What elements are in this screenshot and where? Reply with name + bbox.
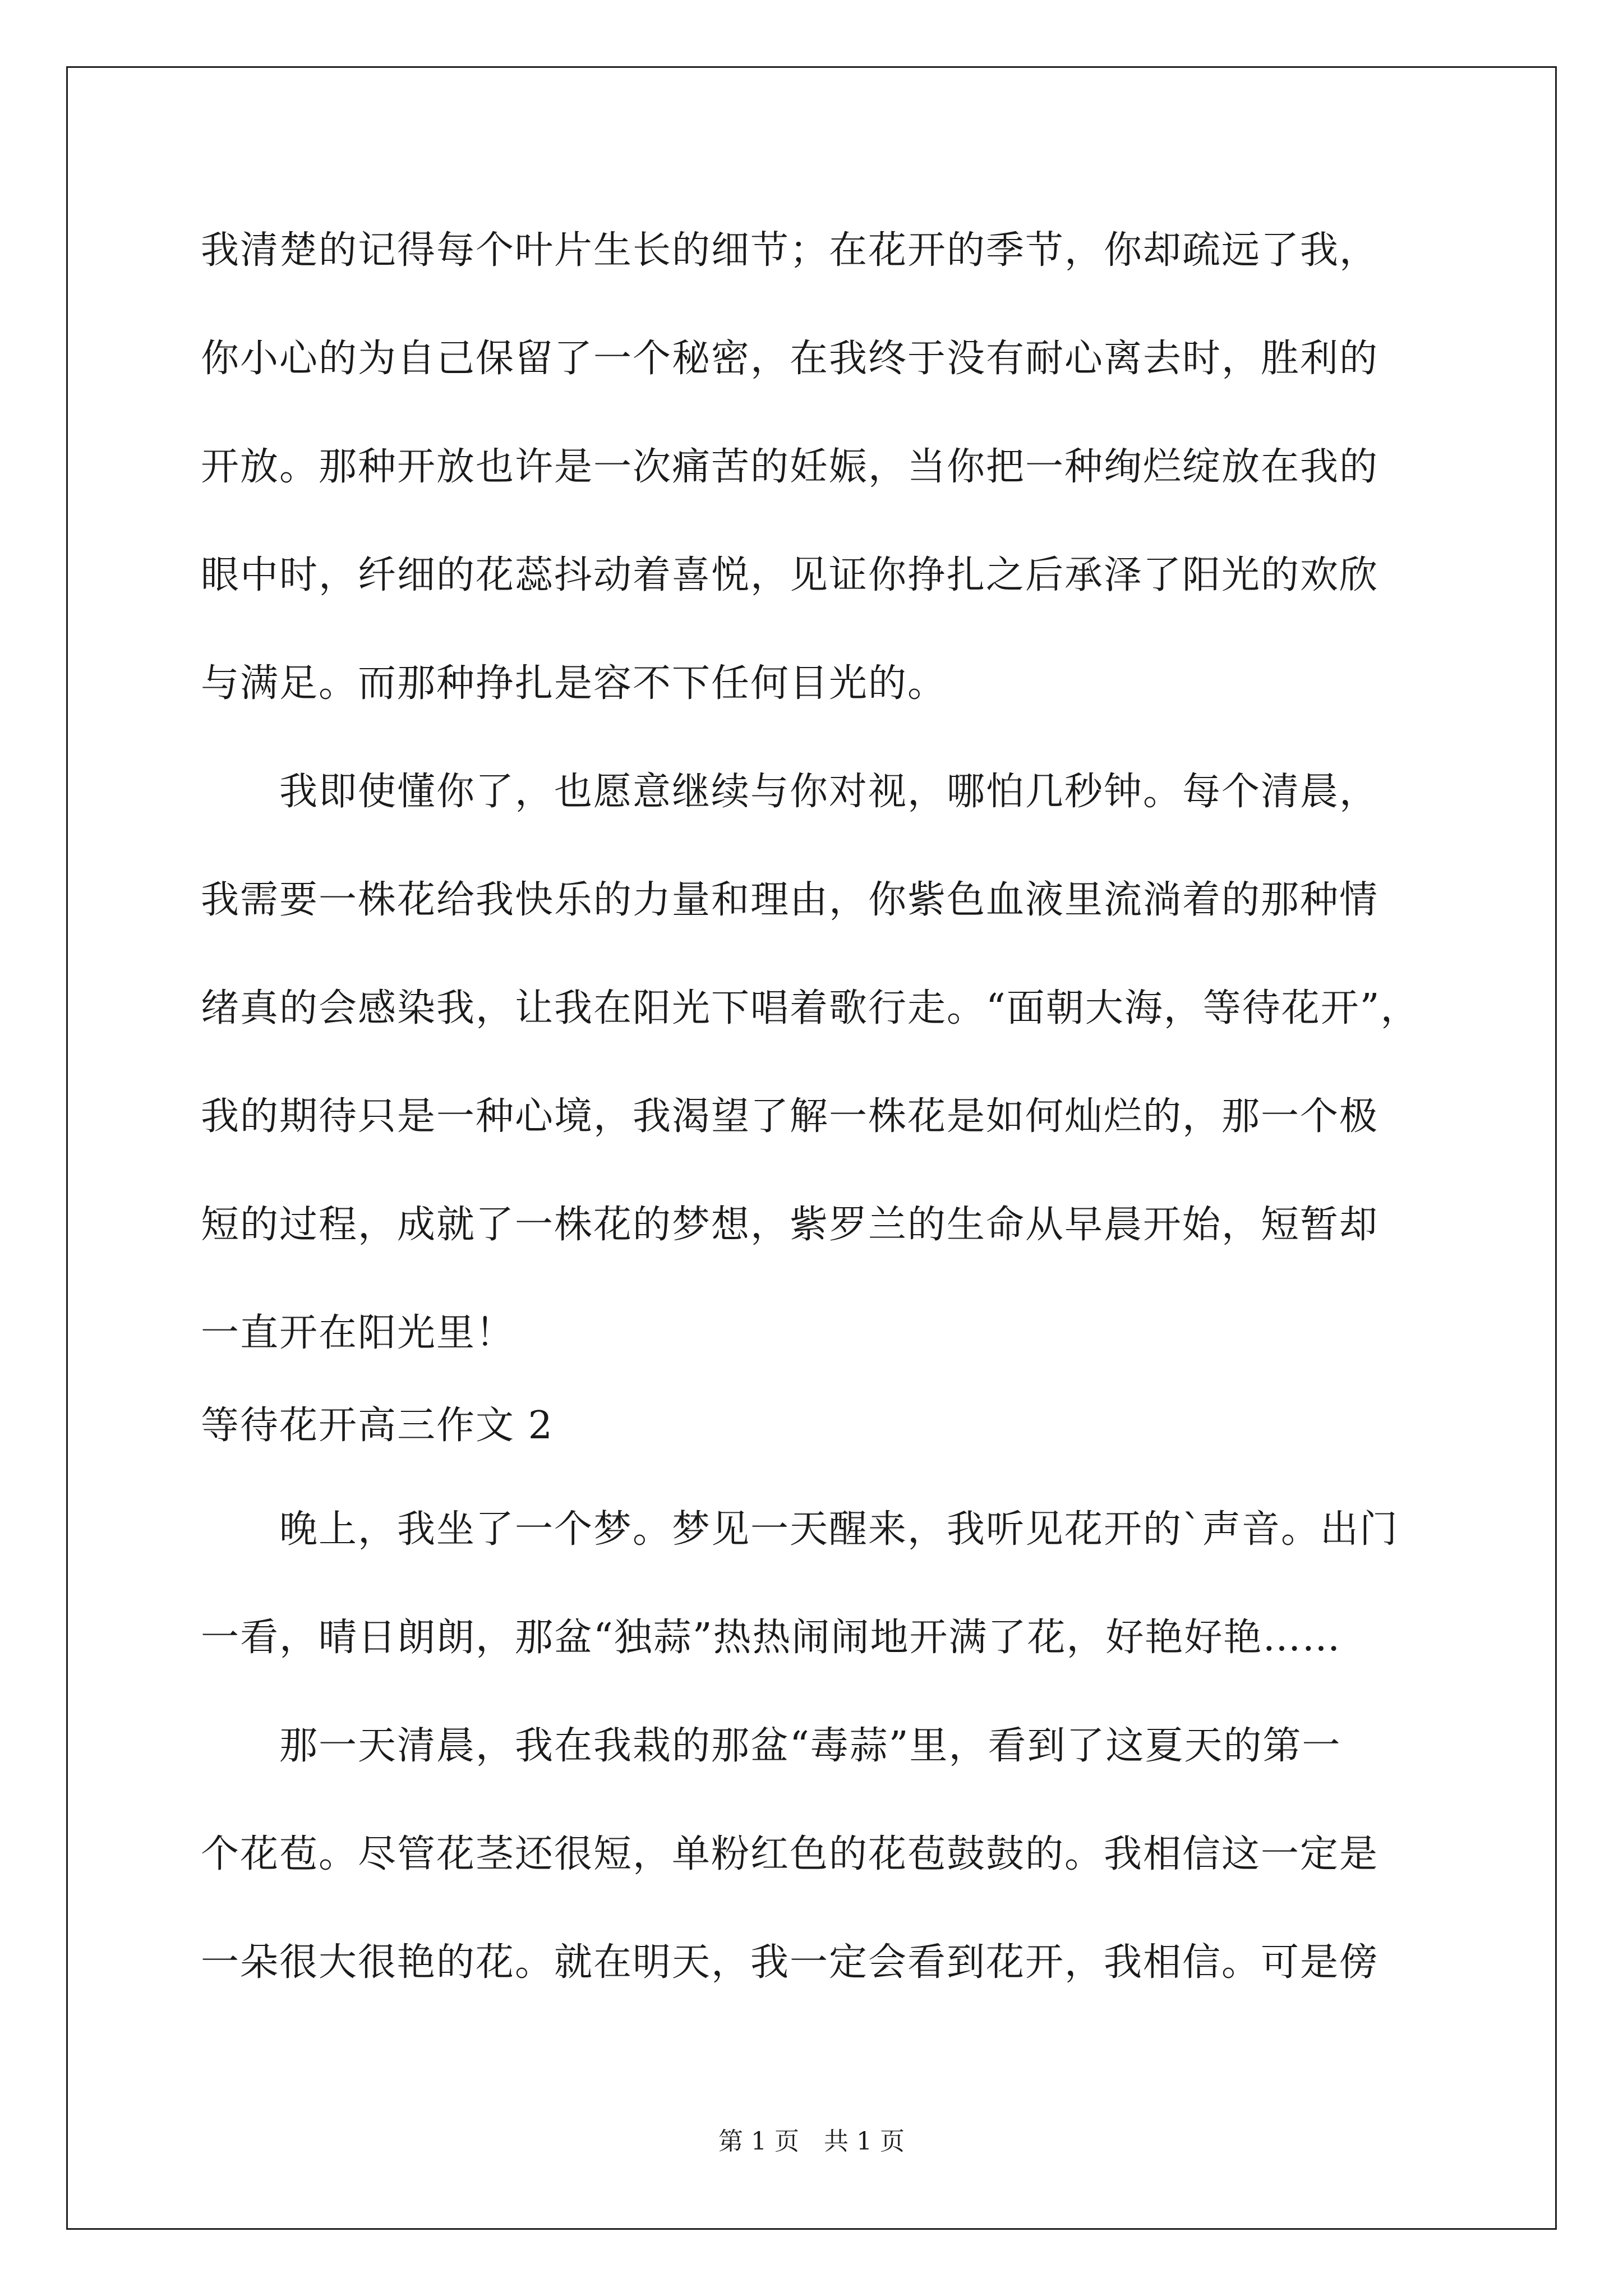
text-line-17: 一朵很大很艳的花。就在明天，我一定会看到花开，我相信。可是傍 <box>201 1940 1379 1985</box>
section-heading: 等待花开高三作文 2 <box>201 1404 554 1448</box>
text-line-15: 那一天清晨，我在我栽的那盆“毒蒜”里，看到了这夏天的第一 <box>201 1724 1341 1768</box>
text-line-10: 短的过程，成就了一株花的梦想，紫罗兰的生命从早晨开始，短暂却 <box>201 1203 1379 1247</box>
page-border <box>66 66 1557 2230</box>
text-line-5: 与满足。而那种挣扎是容不下任何目光的。 <box>201 661 947 706</box>
page-footer: 第 1 页 共 1 页 <box>718 2127 905 2156</box>
text-line-11: 一直开在阳光里！ <box>201 1311 515 1355</box>
text-line-6: 我即使懂你了，也愿意继续与你对视，哪怕几秒钟。每个清晨， <box>201 770 1379 814</box>
text-line-16: 个花苞。尽管花茎还很短，单粉红色的花苞鼓鼓的。我相信这一定是 <box>201 1832 1379 1876</box>
text-line-1: 我清楚的记得每个叶片生长的细节；在花开的季节，你却疏远了我， <box>201 228 1379 273</box>
text-line-4: 眼中时，纤细的花蕊抖动着喜悦，见证你挣扎之后承泽了阳光的欢欣 <box>201 553 1379 597</box>
text-line-8: 绪真的会感染我，让我在阳光下唱着歌行走。“面朝大海，等待花开”， <box>201 986 1420 1030</box>
text-line-14: 一看，晴日朗朗，那盆“独蒜”热热闹闹地开满了花，好艳好艳…… <box>201 1616 1341 1660</box>
text-line-2: 你小心的为自己保留了一个秘密，在我终于没有耐心离去时，胜利的 <box>201 337 1379 381</box>
text-line-9: 我的期待只是一种心境，我渴望了解一株花是如何灿烂的，那一个极 <box>201 1094 1379 1139</box>
text-line-13: 晚上，我坐了一个梦。梦见一天醒来，我听见花开的`声音。出门 <box>201 1507 1399 1552</box>
text-line-3: 开放。那种开放也许是一次痛苦的妊娠，当你把一种绚烂绽放在我的 <box>201 445 1379 489</box>
text-line-7: 我需要一株花给我快乐的力量和理由，你紫色血液里流淌着的那种情 <box>201 878 1379 922</box>
